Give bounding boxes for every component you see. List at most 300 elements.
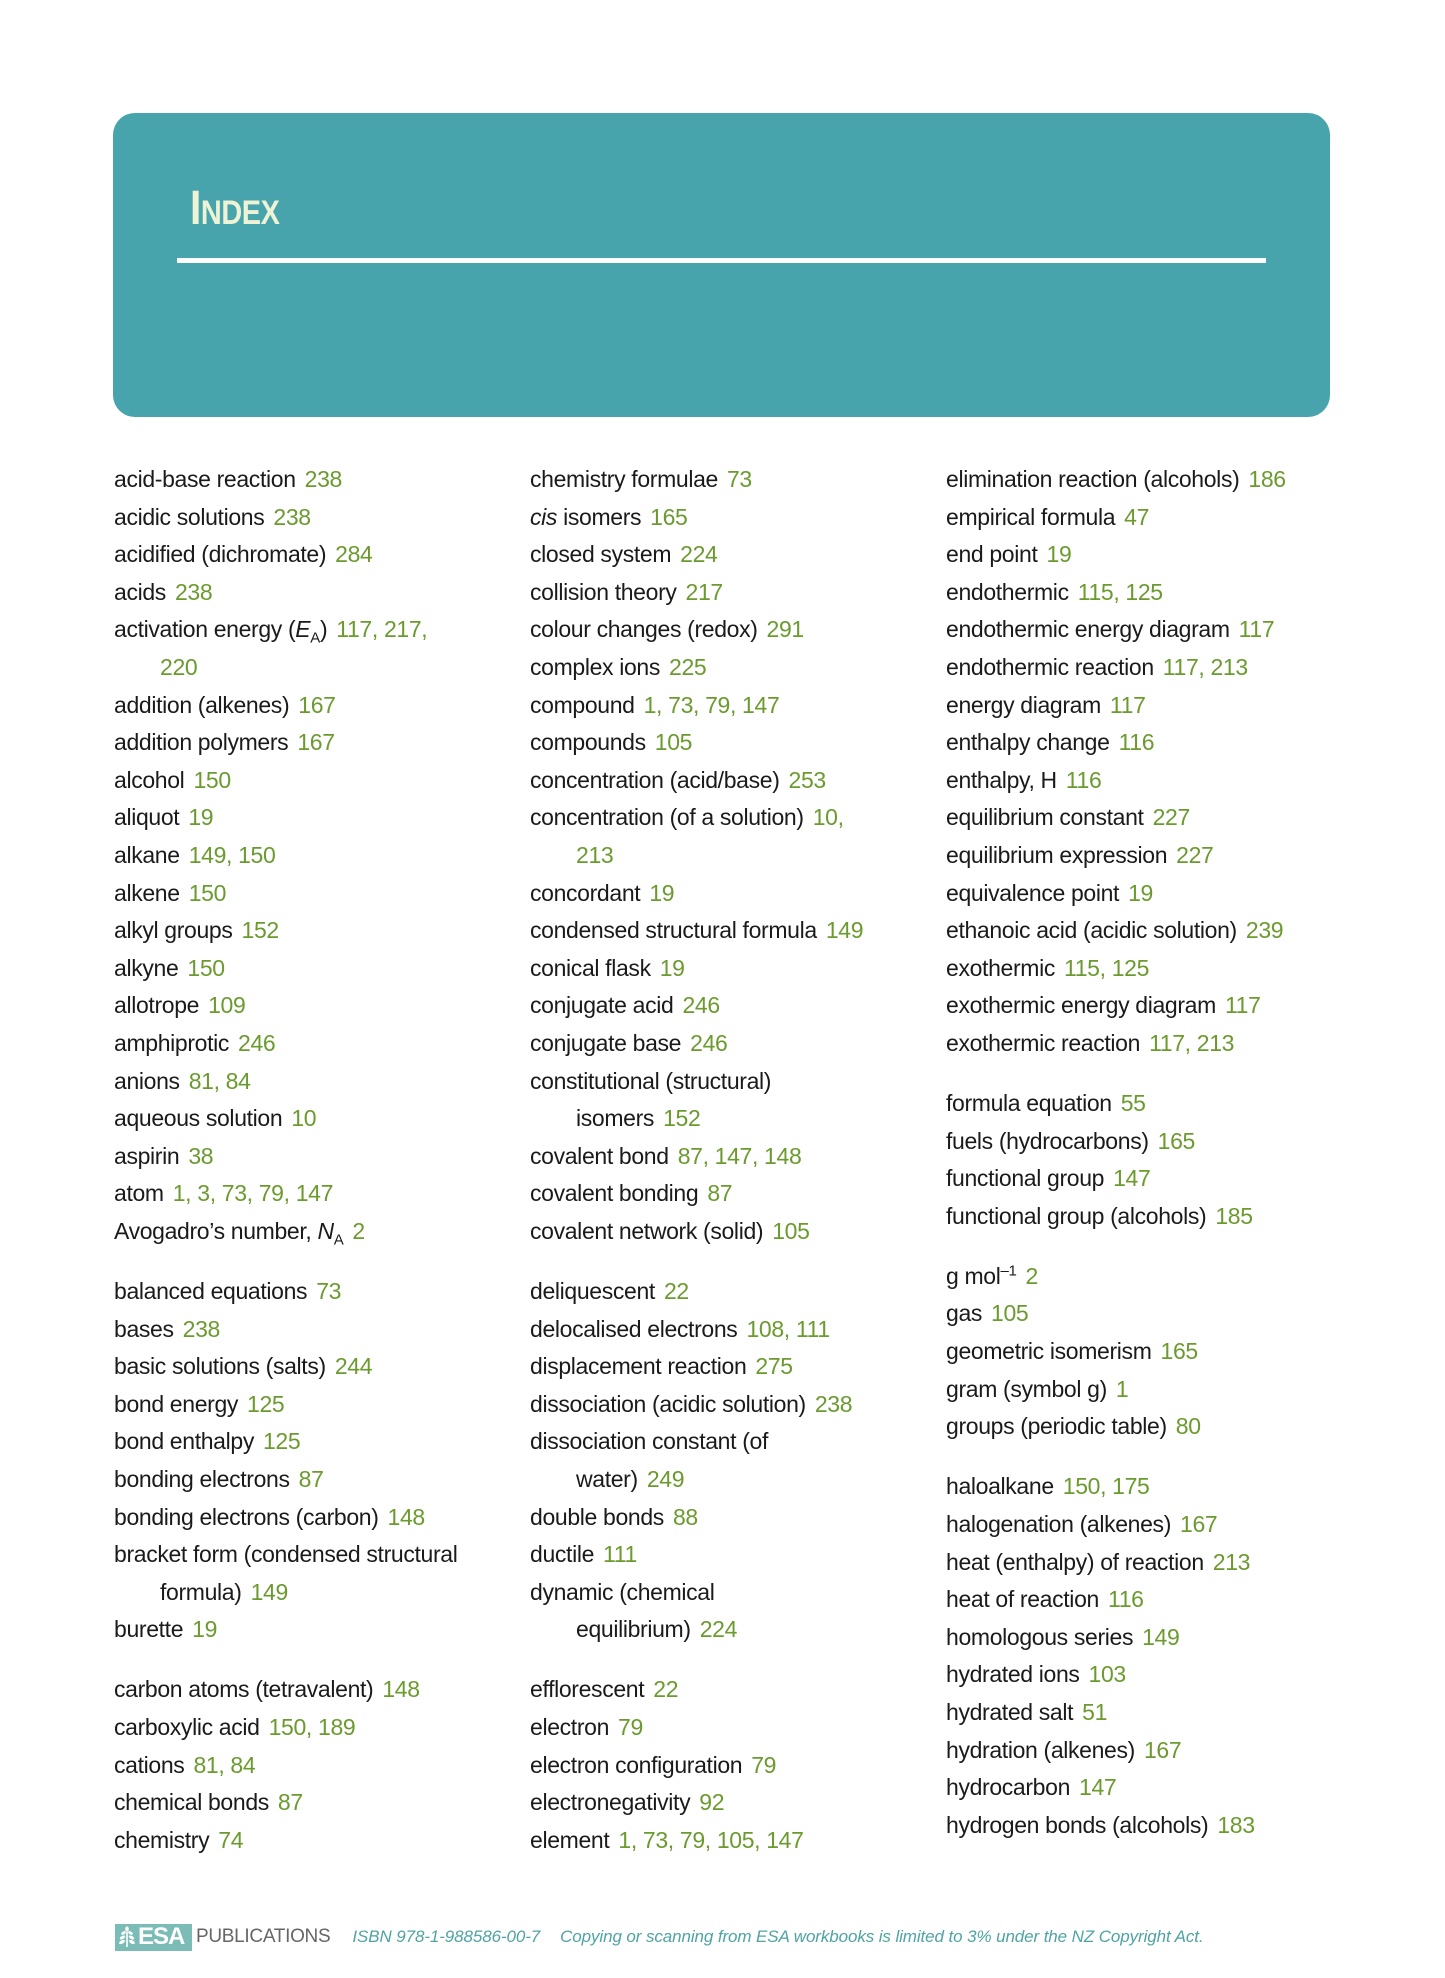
index-term [114,917,233,943]
index-term [114,1030,229,1056]
index-term [530,1391,806,1417]
index-column-3 [946,461,1356,1867]
index-term [530,466,718,492]
index-term [946,1263,1017,1289]
page-numbers: 125 [262,1428,301,1455]
page-numbers: 117 [1238,616,1275,643]
index-term [114,842,180,868]
term-text: alkane [114,841,180,868]
term-text: compound [530,691,635,718]
index-entry [946,1408,1356,1446]
page-numbers: 115, 125 [1077,578,1163,605]
term-text: bond enthalpy [114,1428,254,1455]
index-term [530,917,817,943]
page-numbers: 238 [304,466,342,492]
index-term [530,1428,768,1454]
term-text: chemistry [114,1826,210,1853]
index-entry [946,987,1356,1025]
index-entry [530,687,940,725]
term-text: displacement reaction [530,1353,747,1380]
index-group [946,1468,1356,1844]
term-text: dynamic (chemical [530,1578,715,1605]
term-text: burette [114,1616,184,1643]
index-term [946,1737,1135,1763]
index-term [114,1217,344,1249]
index-term [530,1541,594,1567]
index-term [946,1812,1208,1838]
page-numbers: 167 [1143,1736,1182,1763]
index-term [114,466,296,492]
term-text: formula equation [946,1090,1112,1116]
index-header-banner [113,113,1330,417]
page-numbers: 10 [291,1105,317,1132]
index-entry [114,1025,524,1063]
index-term [530,1316,737,1342]
index-entry [946,687,1356,725]
term-text: element [530,1826,610,1853]
term-text: bonding electrons [114,1465,290,1492]
index-entry-continuation [530,1461,940,1499]
term-text: amphiprotic [114,1029,230,1056]
index-entry [946,1694,1356,1732]
page-numbers: 238 [174,578,213,605]
page-numbers: 167 [297,729,335,756]
index-entry [114,461,524,499]
page-numbers: 55 [1120,1090,1146,1116]
term-text: equilibrium) [576,1616,691,1643]
index-entry [114,1386,524,1424]
page-numbers: 2 [352,1217,365,1244]
copyright-notice: Copying or scanning from ESA workbooks is limited to 3% under the NZ Copyright Act. [560,1927,1204,1946]
page-numbers: 150, 175 [1062,1473,1150,1500]
page-numbers: 19 [192,1616,218,1643]
index-term [946,1030,1140,1056]
term-text: conical flask [530,954,651,981]
term-text: acidified (dichromate) [114,541,327,568]
term-text: water) [576,1465,638,1492]
index-entry [946,1468,1356,1506]
index-entry [530,1348,940,1386]
term-text: hydrated salt [946,1698,1074,1725]
index-term [530,992,673,1018]
term-text: acidic solutions [114,503,265,530]
index-entry [946,1258,1356,1296]
esa-logo [115,1924,192,1951]
page-numbers: 117, 213 [1162,653,1248,680]
page-numbers: 150, 189 [268,1714,356,1740]
index-entry [530,1671,940,1709]
index-term [946,1413,1167,1439]
index-term [114,1504,379,1530]
page-numbers: 148 [382,1676,420,1703]
index-group [114,1273,524,1649]
term-text: efflorescent [530,1676,645,1703]
index-term [114,1180,164,1206]
page-numbers: 148 [387,1503,425,1530]
term-text: geometric isomerism [946,1338,1152,1365]
term-text: condensed structural formula [530,917,817,944]
index-entry [114,912,524,950]
term-text: bracket form (condensed structural [114,1541,458,1568]
term-text: conjugate acid [530,992,674,1019]
page-numbers: 73 [316,1277,342,1304]
term-text: chemistry formulae [530,466,718,492]
term-text: cations [114,1751,185,1778]
term-text: endothermic [946,578,1069,605]
term-text: chemical bonds [114,1789,269,1816]
term-text: groups (periodic table) [946,1413,1167,1440]
term-text: colour changes (redox) [530,616,758,643]
title-rest: NDEX [200,194,280,232]
page-numbers: 117 [1224,992,1261,1019]
term-text: double bonds [530,1503,664,1530]
index-group [946,1085,1356,1235]
index-entry [946,1025,1356,1063]
term-text: equilibrium constant [946,804,1144,831]
index-term [530,541,671,567]
index-term [114,1616,183,1642]
index-entry [946,724,1356,762]
term-text: basic solutions (salts) [114,1353,326,1380]
term-text: bonding electrons (carbon) [114,1503,379,1530]
index-entry [114,799,524,837]
term-text: isomers [576,1105,655,1132]
page-numbers: 87 [277,1789,303,1816]
page-numbers: 150 [188,879,227,906]
term-text: anions [114,1067,180,1094]
index-term [114,1466,290,1492]
index-entry [114,1461,524,1499]
term-text: carboxylic acid [114,1714,260,1740]
index-group [114,1671,524,1859]
term-text: g mol [946,1262,1001,1289]
index-term [530,767,780,793]
term-text: functional group [946,1165,1105,1192]
index-entry [530,1213,940,1251]
page-numbers: 224 [680,541,718,568]
page-numbers: 88 [672,1503,698,1530]
index-group [530,461,940,1250]
index-entry [114,1671,524,1709]
index-entry [114,574,524,612]
page-numbers: 225 [669,653,707,680]
page-numbers: 105 [654,729,693,756]
term-text: elimination reaction (alcohols) [946,466,1240,492]
index-term [946,1090,1112,1116]
index-term [114,1676,373,1702]
index-entry [530,762,940,800]
index-entry [946,1198,1356,1236]
page-numbers: 117, 213 [1149,1029,1235,1056]
page-numbers: 284 [335,541,373,568]
term-text: covalent network (solid) [530,1217,764,1244]
index-entry [530,1536,940,1574]
page-numbers: 87 [707,1180,733,1207]
index-term [114,692,289,718]
term-text: concordant [530,879,641,906]
term-text: compounds [530,729,646,756]
index-term [530,1180,698,1206]
index-entry [114,499,524,537]
term-text: empirical formula [946,503,1116,530]
index-entry [530,1063,940,1138]
index-entry [114,875,524,913]
index-term [946,1586,1099,1612]
index-term [946,1473,1054,1499]
index-entry [530,1311,940,1349]
index-entry [114,950,524,988]
term-text: halogenation (alkenes) [946,1510,1172,1537]
term-text: heat (enthalpy) of reaction [946,1548,1204,1575]
page-numbers: 149 [1142,1623,1180,1650]
term-text: endothermic reaction [946,653,1154,680]
page-numbers: 253 [788,766,826,793]
index-entry [946,912,1356,950]
page-numbers: 81, 84 [188,1067,251,1094]
page-numbers: 165 [650,503,688,530]
index-entry [114,1423,524,1461]
page-numbers: 147 [1113,1165,1151,1192]
index-entry [946,1160,1356,1198]
index-term [114,767,184,793]
index-term [946,804,1144,830]
page-numbers: 73 [726,466,752,492]
index-entry [114,1213,524,1251]
index-entry [530,950,940,988]
term-text: hydrogen bonds (alcohols) [946,1811,1209,1838]
index-entry [114,762,524,800]
index-entry [946,536,1356,574]
index-term [946,880,1119,906]
term-italic: cis [530,503,558,530]
index-term [114,1068,180,1094]
page-numbers: 51 [1082,1698,1108,1725]
page-numbers: 92 [699,1789,725,1816]
index-entry [946,1581,1356,1619]
term-text: covalent bond [530,1142,669,1169]
term-text: gram (symbol g) [946,1375,1107,1402]
index-entry [946,1732,1356,1770]
term-text: hydrocarbon [946,1774,1071,1801]
index-term [946,579,1069,605]
term-text: delocalised electrons [530,1315,738,1342]
index-term [946,504,1115,530]
index-term [946,1128,1149,1154]
index-term [530,616,758,642]
index-term [946,1300,982,1326]
term-text: ethanoic acid (acidic solution) [946,917,1237,944]
page-numbers: 1, 3, 73, 79, 147 [172,1180,334,1207]
page-numbers: 227 [1152,804,1190,831]
index-entry [530,1822,940,1860]
term-text: alkene [114,879,180,906]
page-numbers: 109 [208,992,246,1019]
page-numbers: 149 [250,1578,288,1605]
term-text: alcohol [114,766,185,793]
page-numbers: 246 [690,1029,728,1056]
index-term [114,880,180,906]
page-numbers: 87, 147, 148 [677,1142,802,1169]
index-entry-continuation [114,1574,524,1612]
page-numbers: 149 [825,917,864,944]
page-numbers: 115, 125 [1064,954,1150,981]
term-text: dissociation (acidic solution) [530,1390,806,1417]
index-entry [114,1138,524,1176]
term-text: homologous series [946,1623,1134,1650]
term-text: hydration (alkenes) [946,1736,1135,1763]
term-text: isomers [557,503,642,530]
index-entry [114,687,524,725]
index-term [946,1165,1104,1191]
page-numbers: 238 [814,1390,853,1417]
index-entry [946,950,1356,988]
index-term [946,654,1154,680]
index-entry [946,1619,1356,1657]
page-numbers: 74 [218,1826,244,1853]
index-term [530,1278,655,1304]
index-entry [530,1784,940,1822]
term-text: concentration (acid/base) [530,766,780,793]
index-entry [946,1506,1356,1544]
page-numbers: 116 [1107,1586,1144,1613]
term-text: exothermic [946,954,1055,981]
page-numbers: 239 [1245,917,1284,944]
page-numbers: 116 [1065,766,1102,793]
index-entry [946,837,1356,875]
index-entry [530,1574,940,1649]
index-term [946,1376,1107,1402]
page-numbers: 224 [699,1616,738,1643]
index-entry [530,912,940,950]
page-numbers: 291 [766,616,804,643]
index-entry [114,987,524,1025]
term-text: enthalpy change [946,729,1110,756]
index-entry [114,837,524,875]
term-text: equivalence point [946,879,1120,906]
page-numbers: 80 [1175,1413,1201,1440]
term-text: ductile [530,1541,595,1568]
index-group [946,461,1356,1063]
index-entry [114,1499,524,1537]
index-entry [946,1371,1356,1409]
index-entry [114,611,524,686]
index-entry [114,1063,524,1101]
index-entry [530,1423,940,1498]
term-text-after: ) [319,616,328,643]
term-text: electron configuration [530,1751,743,1778]
term-text: electronegativity [530,1789,691,1816]
index-entry [530,724,940,762]
page-numbers: 47 [1124,503,1150,530]
index-entry [530,461,940,499]
index-entry [946,1544,1356,1582]
page-numbers: 103 [1088,1661,1126,1688]
index-entry [946,799,1356,837]
index-entry [946,574,1356,612]
title-underline [177,258,1266,263]
page-numbers: 81, 84 [193,1751,256,1778]
index-term [530,1714,609,1740]
page-numbers: 220 [160,653,198,680]
term-text: dissociation constant (of [530,1428,768,1455]
term-text: conjugate base [530,1029,682,1056]
term-text: aqueous solution [114,1105,283,1132]
term-text: haloalkane [946,1473,1054,1500]
index-entry [530,1709,940,1747]
index-group [530,1671,940,1859]
index-entry [946,1085,1356,1123]
term-text: acid-base reaction [114,466,296,492]
tree-leaf-icon [118,1926,136,1948]
page-numbers: 183 [1217,1811,1255,1838]
page-numbers: 19 [659,954,685,981]
page-numbers: 105 [991,1300,1029,1327]
page-numbers: 79 [618,1714,643,1740]
index-entry [530,499,940,537]
term-text: alkyne [114,954,179,981]
index-entry [946,1656,1356,1694]
title-initial: I [190,182,201,235]
index-entry [530,875,940,913]
index-term [530,654,660,680]
index-term [530,504,641,530]
index-entry [114,1747,524,1785]
index-entry [946,875,1356,913]
term-text: endothermic energy diagram [946,616,1230,643]
index-term [946,1511,1171,1537]
index-term [530,1218,763,1244]
index-entry [946,1295,1356,1333]
index-column-1 [114,461,524,1882]
index-term [946,1661,1080,1687]
page-numbers: 2 [1025,1262,1038,1289]
term-text: aspirin [114,1142,180,1169]
page-numbers: 244 [334,1353,373,1380]
index-entry [114,1311,524,1349]
index-term [530,1827,609,1853]
index-entry-continuation [530,1611,940,1649]
term-italic: N [317,1217,334,1244]
index-term [530,1579,715,1605]
index-term [946,1549,1204,1575]
index-term [946,692,1101,718]
term-text: energy diagram [946,691,1101,718]
page-numbers: 116 [1118,729,1155,756]
index-entry [114,1709,524,1747]
index-term [114,1353,326,1379]
index-entry [530,1025,940,1063]
page-numbers: 117 [1109,691,1146,718]
page-numbers: 87 [298,1465,324,1492]
term-text: exothermic energy diagram [946,992,1216,1019]
term-text: acids [114,578,166,605]
page-numbers: 165 [1157,1127,1195,1154]
term-text: collision theory [530,578,677,605]
index-term [946,917,1237,943]
term-text: gas [946,1300,983,1327]
index-term [530,1504,664,1530]
page-numbers: 1, 73, 79, 105, 147 [618,1826,804,1853]
term-text: balanced equations [114,1277,308,1304]
index-entry [946,762,1356,800]
index-term [114,1827,209,1853]
page-numbers: 185 [1215,1202,1253,1229]
index-entry [530,1386,940,1424]
page-numbers: 150 [193,766,231,793]
index-column-2 [530,461,940,1882]
page-numbers: 22 [653,1676,679,1703]
page-numbers: 117, 217, [336,616,428,643]
